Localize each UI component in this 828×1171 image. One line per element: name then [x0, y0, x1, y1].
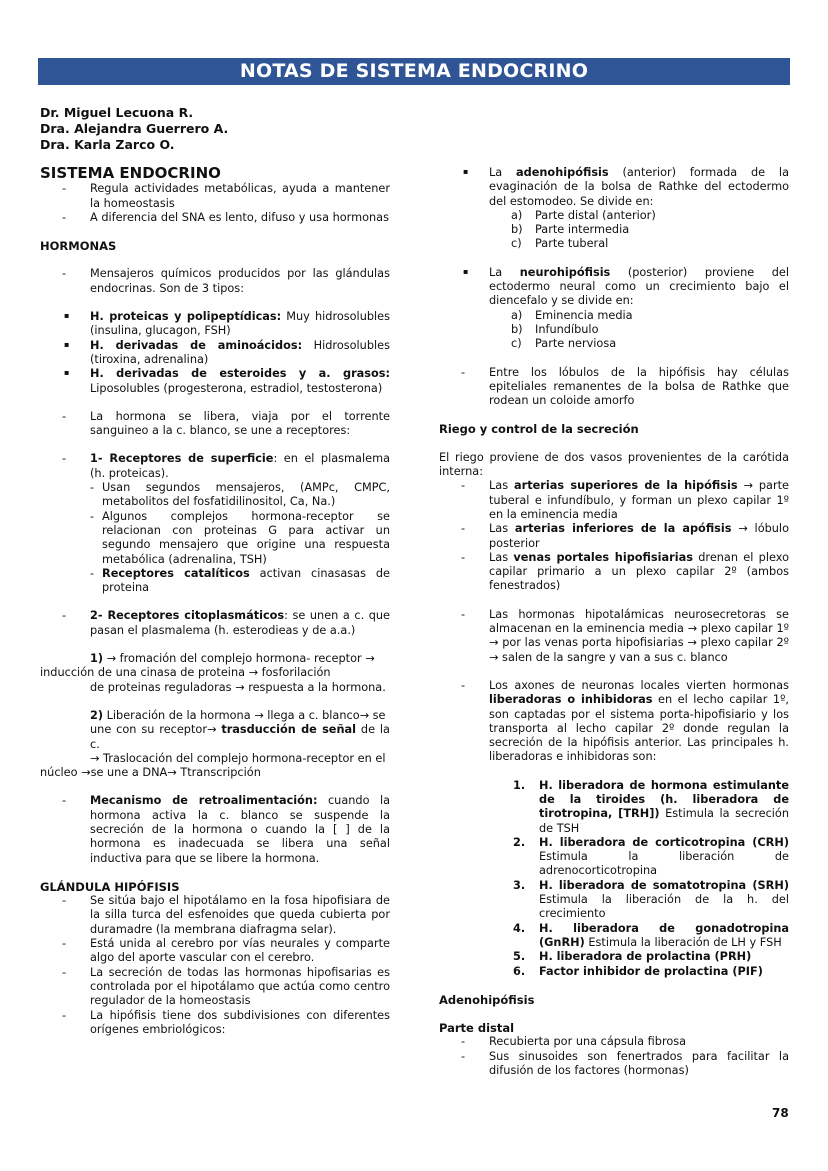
author: Dr. Miguel Lecuona R. — [40, 105, 194, 120]
list-item: - Las arterias superiores de la hipófisis → parte tuberal e infundíbulo, y forman un plexo capilar 1º en la eminencia media — [439, 479, 789, 522]
list-item: 5. H. liberadora de prolactina (PRH) — [513, 950, 752, 964]
list-item: ▪ H. proteicas y polipeptídicas: Muy hidrosolubles (insulina, glucagon, FSH) — [40, 310, 390, 339]
list-item: - Algunos complejos hormona-receptor se relacionan con proteinas G para activar un segundo mensajero que origine una respuesta metabólica (adrenalina, TSH) — [40, 510, 390, 567]
list-item: ▪ H. derivadas de aminoácidos: Hidrosolubles (tiroxina, adrenalina) — [40, 339, 390, 368]
list-item: - Receptores catalíticos activan cinasasas de proteina — [40, 567, 390, 596]
paragraph: El riego proviene de dos vasos provenientes de la carótida interna: — [439, 450, 789, 479]
list-item: - Mecanismo de retroalimentación: cuando la hormona activa la c. blanco se suspende la secreción de la hormona o cuando la [ ] de la hormona es inadecuada se libera una señal inductiva para que se libere la hormona. — [40, 794, 390, 865]
page-title: NOTAS DE SISTEMA ENDOCRINO — [38, 58, 790, 85]
list-item: b) Parte intermedia — [511, 223, 630, 237]
list-item: - 2- Receptores citoplasmáticos: se unen a c. que pasan el plasmalema (h. esterodieas y de a.a.) — [40, 609, 390, 638]
list-item: - Usan segundos mensajeros, (AMPc, CMPC, metabolitos del fosfatidilinositol, Ca, Na.) — [40, 481, 390, 510]
page-number: 78 — [772, 1106, 789, 1120]
list-item: - Las hormonas hipotalámicas neurosecretoras se almacenan en la eminencia media → plexo capilar 1º → por las venas porta hipofisiarias → plexo capilar 2º → salen de la sangre y van a sus c. blanco — [439, 608, 789, 665]
list-item: c) Parte nerviosa — [511, 337, 617, 351]
list-item: - La hipófisis tiene dos subdivisiones con diferentes orígenes embriológicos: — [40, 1009, 390, 1038]
authors — [40, 105, 228, 153]
list-item: - Regula actividades metabólicas, ayuda a mantener la homeostasis — [40, 182, 390, 211]
list-item: ▪ La adenohipófisis (anterior) formada de la evaginación de la bolsa de Rathke del ectodermo del estomodeo. Se divide en: — [439, 166, 789, 209]
section-heading: HORMONAS — [40, 239, 117, 254]
list-item: - Entre los lóbulos de la hipófisis hay células epiteliales remanentes de la bolsa de Rathke que rodean un coloide amorfo — [439, 366, 789, 409]
author: Dra. Karla Zarco O. — [40, 137, 175, 152]
list-item: - La hormona se libera, viaja por el torrente sanguineo a la c. blanco, se une a receptores: — [40, 410, 390, 439]
list-item: - Recubierta por una cápsula fibrosa — [439, 1035, 789, 1049]
list-item: - 1- Receptores de superficie: en el plasmalema (h. proteicas). — [40, 452, 390, 481]
left-column — [40, 166, 390, 1037]
list-item: - A diferencia del SNA es lento, difuso y usa hormonas — [40, 211, 390, 225]
right-column — [439, 166, 789, 1078]
list-item: - Se sitúa bajo el hipotálamo en la fosa hipofisiara de la silla turca del esfenoides que queda cubierta por duramadre (la membrana diafragma selar). — [40, 894, 390, 937]
list-item: - Mensajeros químicos producidos por las glándulas endocrinas. Son de 3 tipos: — [40, 267, 390, 296]
list-item: - Sus sinusoides son fenertrados para facilitar la difusión de los factores (hormonas) — [439, 1050, 789, 1079]
section-heading: GLÁNDULA HIPÓFISIS — [40, 879, 180, 894]
section-heading: Riego y control de la secreción — [439, 422, 639, 437]
section-heading: SISTEMA ENDOCRINO — [40, 164, 221, 182]
list-item: - Está unida al cerebro por vías neurales y comparte algo del aporte vascular con el cerebro. — [40, 937, 390, 966]
list-item: 1. H. liberadora de hormona estimulante de la tiroides (h. liberadora de tirotropina, [TRH]) Estimula la secreción de TSH — [513, 778, 789, 835]
list-item: 6. Factor inhibidor de prolactina (PIF) — [513, 964, 763, 978]
list-item: - La secreción de todas las hormonas hipofisarias es controlada por el hipotálamo que actúa como centro regulador de la homeostasis — [40, 966, 390, 1009]
list-item: ▪ La neurohipófisis (posterior) proviene del ectodermo neural como un crecimiento bajo el diencefalo y se divide en: — [439, 266, 789, 309]
paragraph: 1) → fromación del complejo hormona- receptor → inducción de una cinasa de proteina → fosforilación de proteinas reguladoras → respuesta a la hormona. — [40, 652, 386, 694]
list-item: ▪ H. derivadas de esteroides y a. grasos: Liposolubles (progesterona, estradiol, testosterona) — [40, 367, 390, 396]
section-heading: Parte distal — [439, 1021, 515, 1036]
list-item: - Las arterias inferiores de la apófisis → lóbulo posterior — [439, 522, 789, 551]
author: Dra. Alejandra Guerrero A. — [40, 121, 229, 136]
list-item: 3. H. liberadora de somatotropina (SRH) Estimula la liberación de la h. del crecimiento — [513, 878, 789, 921]
list-item: a) Eminencia media — [511, 308, 633, 322]
paragraph: 2) Liberación de la hormona → llega a c. blanco→ se une con su receptor→ trasducción de señal de la c. → Traslocación del complejo hormona-receptor en el núcleo →se une a DNA→ Ttranscripción — [40, 708, 390, 780]
list-item: 2. H. liberadora de corticotropina (CRH) Estimula la liberación de adrenocorticotropina — [513, 835, 789, 878]
list-item: - Las venas portales hipofisiarias drenan el plexo capilar primario a un plexo capilar 2º (ambos fenestrados) — [439, 551, 789, 594]
list-item: a) Parte distal (anterior) — [511, 208, 656, 222]
list-item: 4. H. liberadora de gonadotropina (GnRH) Estimula la liberación de LH y FSH — [513, 921, 789, 949]
section-heading: Adenohipófisis — [439, 992, 535, 1007]
list-item: c) Parte tuberal — [511, 237, 609, 251]
list-item: b) Infundíbulo — [511, 322, 599, 336]
list-item: - Los axones de neuronas locales vierten hormonas liberadoras o inhibidoras en el lecho capilar 1º, son captadas por el sistema porta-hipofisiario y los transporta al lecho capilar 2º donde regulan la secreción de la hipófisis anterior. Las principales h. liberadoras e inhibidoras son: — [439, 679, 789, 765]
